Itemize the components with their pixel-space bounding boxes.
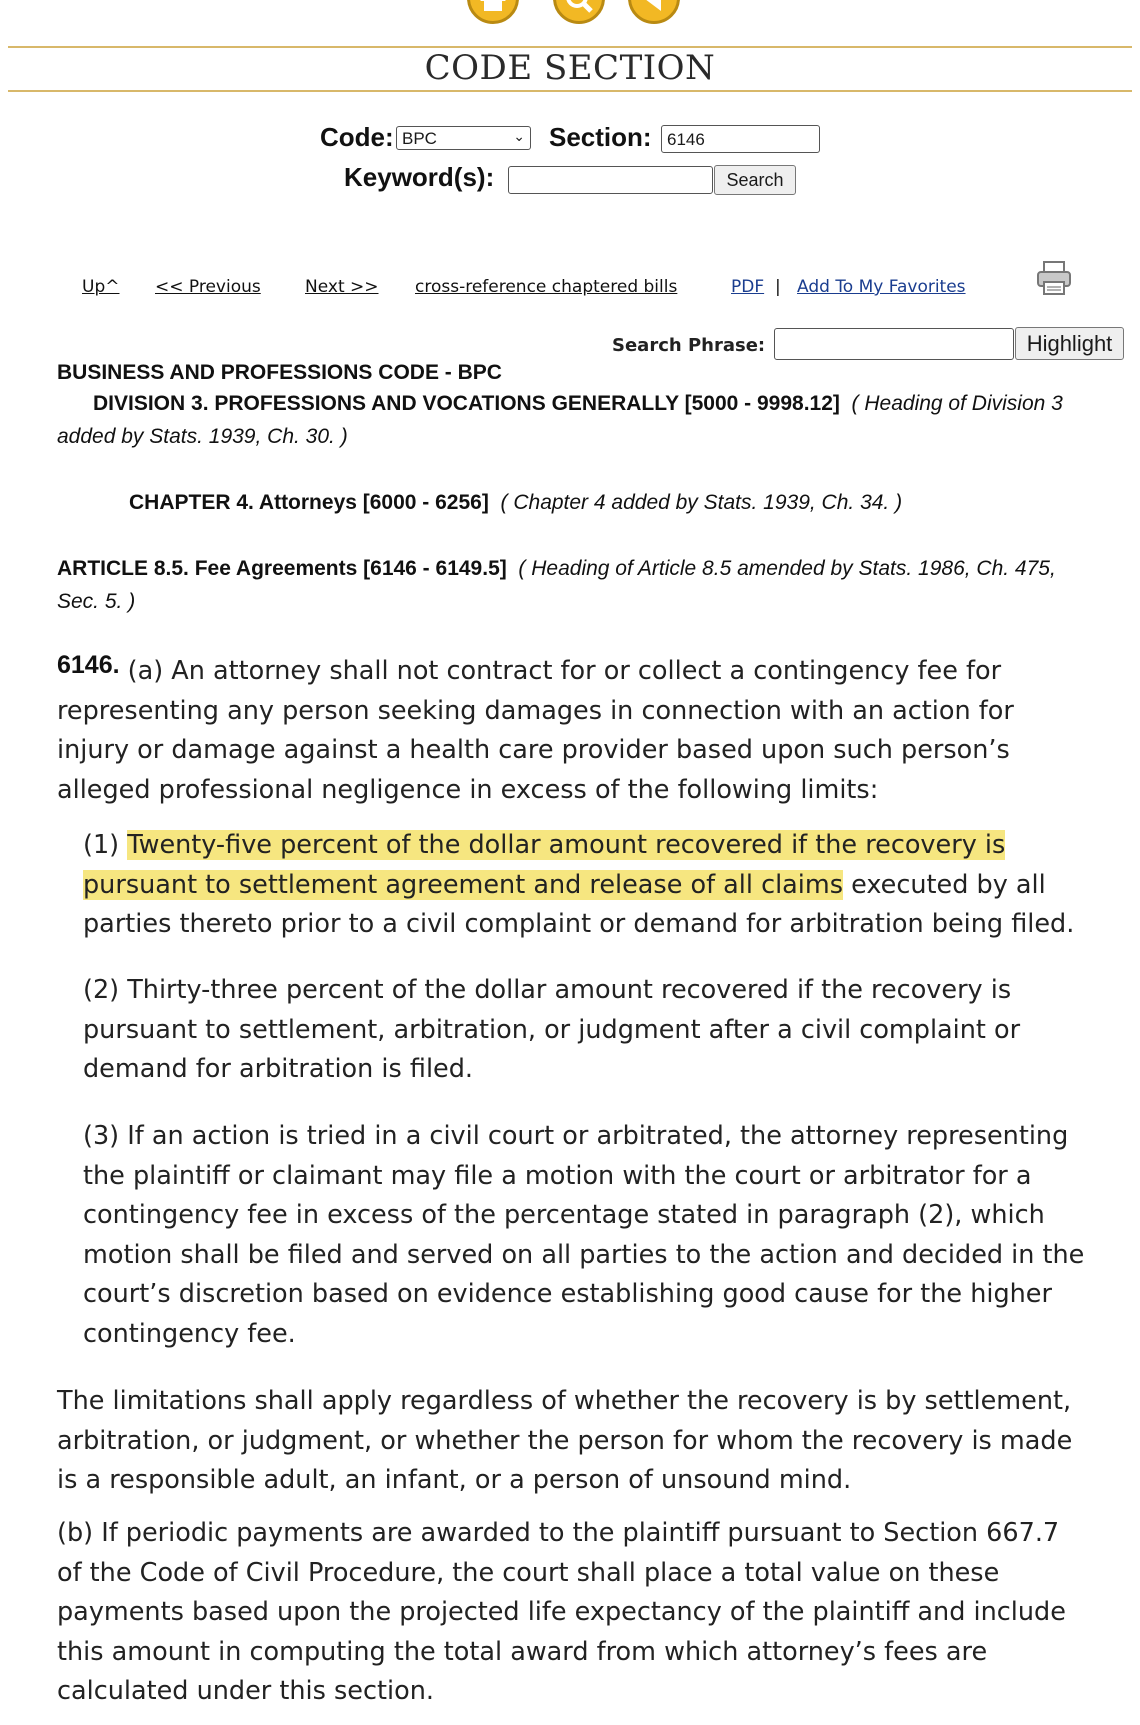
search-phrase-label: Search Phrase: (612, 335, 766, 356)
printer-icon[interactable] (1034, 258, 1074, 298)
section-input[interactable]: 6146 (661, 125, 820, 153)
chapter-heading: CHAPTER 4. Attorneys [6000 - 6256] ( Chapter 4 added by Stats. 1939, Ch. 34. ) (129, 491, 903, 514)
code-select[interactable] (396, 126, 531, 150)
highlighted-text: pursuant to settlement agreement and release of all claims (83, 869, 844, 900)
search-icon[interactable] (553, 0, 605, 24)
keywords-label: Keyword(s): (344, 162, 495, 192)
previous-link[interactable]: << Previous (155, 277, 261, 297)
cross-reference-link[interactable]: cross-reference chaptered bills (415, 277, 678, 297)
title-rule (8, 90, 1132, 92)
home-icon[interactable] (467, 0, 519, 24)
division-heading: DIVISION 3. PROFESSIONS AND VOCATIONS GENERALLY [5000 - 9998.12] ( Heading of Division 3 (93, 392, 1063, 415)
section-number: 6146. (57, 651, 120, 679)
article-note: ( Heading of Article 8.5 amended by Stats. 1986, Ch. 475, (518, 557, 1056, 580)
code-heading: BUSINESS AND PROFESSIONS CODE - BPC (57, 361, 502, 384)
search-button[interactable]: Search (714, 165, 796, 195)
paragraph-3: (3) If an action is tried in a civil court or arbitrated, the attorney representing the plaintiff or claimant may file a motion with the court or arbitrator for a contingency fee in excess of the percentage stated in paragraph (2), which motion shall be filed and served on all parties to the action and decided in the court’s discretion based on evidence establishing good cause for the higher contingency fee. (83, 1121, 1085, 1349)
top-icon-bar (0, 0, 1140, 34)
search-phrase-input[interactable] (774, 328, 1014, 360)
paragraph-1: (1) Twenty-five percent of the dollar amount recovered if the recovery is pursuant to settlement agreement and release of all claims executed by all parties thereto prior to a civil complaint or demand for arbitration being filed. (83, 830, 1075, 939)
division-note: ( Heading of Division 3 (851, 392, 1063, 415)
subsection-a: 6146. (a) An attorney shall not contract for or collect a contingency fee for representing any person seeking damages in connection with an action for injury or damage against a health care provider based upon such person’s alleged professional negligence in excess of the following limits: (57, 651, 1014, 805)
chevron-down-icon: ⌄ (513, 128, 525, 144)
nav-separator: | (775, 277, 781, 297)
highlight-button[interactable]: Highlight (1015, 327, 1124, 360)
limitations-paragraph: The limitations shall apply regardless of whether the recovery is by settlement, arbitration, or judgment, or whether the person for whom the recovery is made is a responsible adult, an infant, or a person of unsound mind. (57, 1386, 1073, 1495)
chapter-note: ( Chapter 4 added by Stats. 1939, Ch. 34. ) (500, 491, 903, 514)
keywords-input[interactable] (508, 166, 713, 194)
subsection-b: (b) If periodic payments are awarded to the plaintiff pursuant to Section 667.7 of the Code of Civil Procedure, the court shall place a total value on these payments based upon the projected life expectancy of the plaintiff and include this amount in computing the total award from which attorney’s fees are calculated under this section. (57, 1518, 1066, 1706)
back-icon[interactable] (628, 0, 680, 24)
article-heading: ARTICLE 8.5. Fee Agreements [6146 - 6149.5] ( Heading of Article 8.5 amended by Stats. 1986, Ch. 475, (57, 557, 1056, 580)
up-link[interactable]: Up^ (82, 277, 120, 297)
article-note-continued: Sec. 5. ) (57, 590, 136, 613)
add-to-favorites-link[interactable]: Add To My Favorites (797, 277, 966, 297)
paragraph-2: (2) Thirty-three percent of the dollar amount recovered if the recovery is pursuant to settlement, arbitration, or judgment after a civil complaint or demand for arbitration is filed. (83, 975, 1021, 1084)
next-link[interactable]: Next >> (305, 277, 379, 297)
division-note-continued: added by Stats. 1939, Ch. 30. ) (57, 425, 348, 448)
section-label: Section: (549, 122, 652, 152)
code-select-value: BPC (402, 129, 437, 148)
highlighted-text: Twenty-five percent of the dollar amount recovered if the recovery is (127, 830, 1006, 860)
page-title: CODE SECTION (424, 48, 716, 88)
code-label: Code: (320, 122, 394, 152)
pdf-link[interactable]: PDF (731, 277, 765, 297)
